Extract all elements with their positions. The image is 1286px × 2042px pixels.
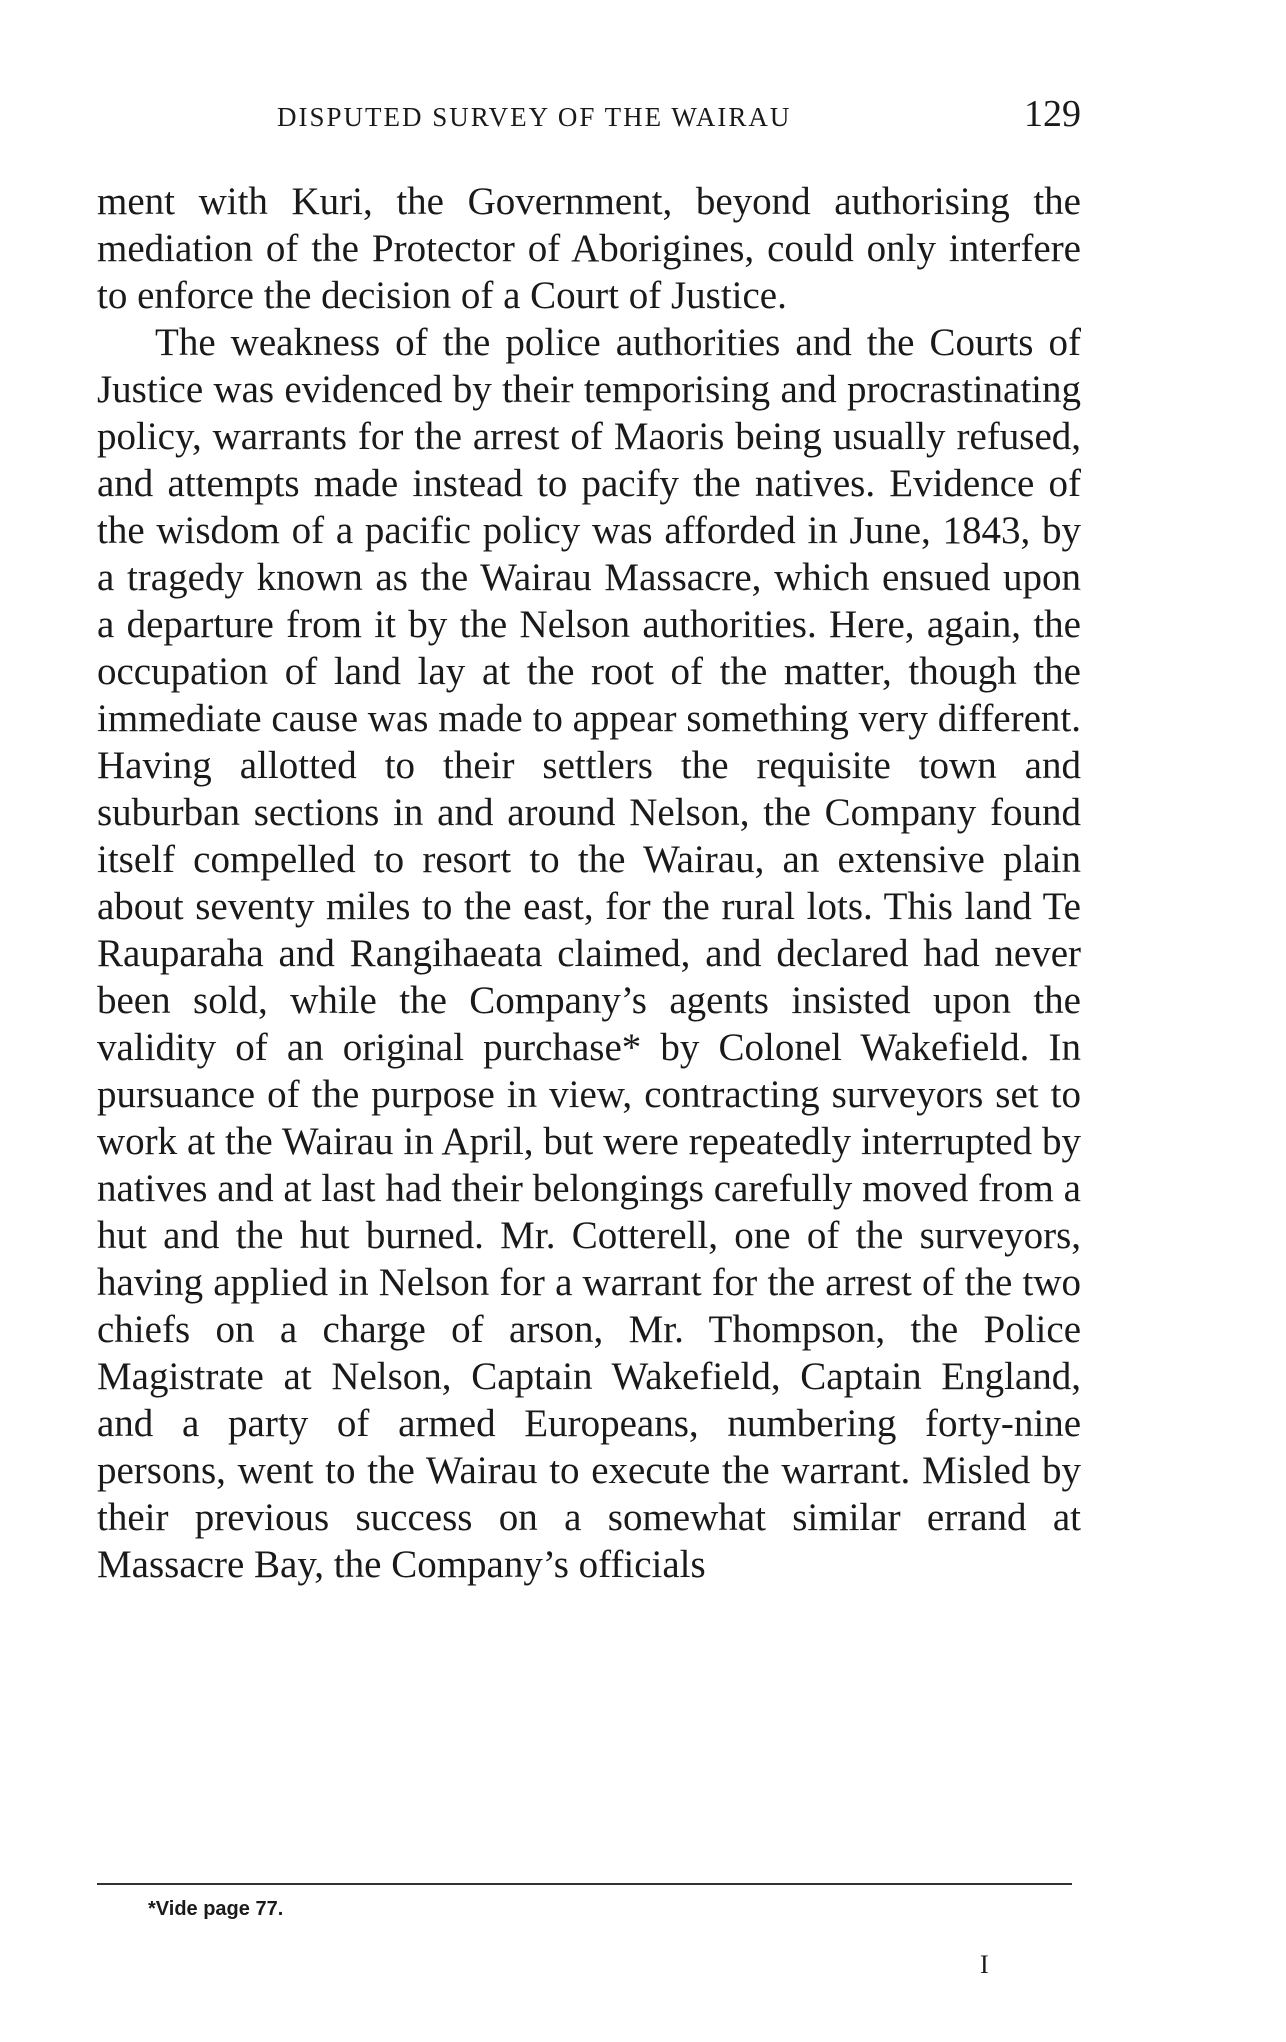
footnote-rule <box>97 1883 1072 1885</box>
footnote: *Vide page 77. <box>148 1898 284 1920</box>
body-text <box>97 178 1081 1588</box>
running-head <box>97 92 1081 142</box>
page-number: 129 <box>1024 93 1081 135</box>
paragraph-continued: ment with Kuri, the Government, beyond authorising the mediation of the Protector of Aborigines, could only interfere to enforce the decision of a Court of Justice. <box>97 180 1081 317</box>
running-head-title: DISPUTED SURVEY OF THE WAIRAU <box>277 102 792 132</box>
signature-mark: I <box>980 1950 989 1979</box>
paragraph: The weakness of the police authorities and the Courts of Justice was evidenced by their temporising and procrastinating policy, warrants for the arrest of Maoris being usually refused, and attempts made instead to pacify the natives. Evidence of the wisdom of a pacific policy was afforded in June, 1843, by a tragedy known as the Wairau Massacre, which ensued upon a departure from it by the Nelson authorities. Here, again, the occupation of land lay at the root of the matter, though the immediate cause was made to appear something very different. Having allotted to their settlers the requisite town and suburban sections in and around Nelson, the Company found itself compelled to resort to the Wairau, an extensive plain about seventy miles to the east, for the rural lots. This land Te Rauparaha and Rangihaeata claimed, and declared had never been sold, while the Company’s agents insisted upon the validity of an original purchase* by Colonel Wakefield. In pursuance of the purpose in view, contracting surveyors set to work at the Wairau in April, but were repeatedly interrupted by natives and at last had their belongings carefully moved from a hut and the hut burned. Mr. Cotterell, one of the surveyors, having applied in Nelson for a warrant for the arrest of the two chiefs on a charge of arson, Mr. Thompson, the Police Magistrate at Nelson, Captain Wakefield, Captain England, and a party of armed Europeans, numbering forty-nine persons, went to the Wairau to execute the warrant. Misled by their previous success on a somewhat similar errand at Massacre Bay, the Company’s officials <box>97 321 1081 1586</box>
